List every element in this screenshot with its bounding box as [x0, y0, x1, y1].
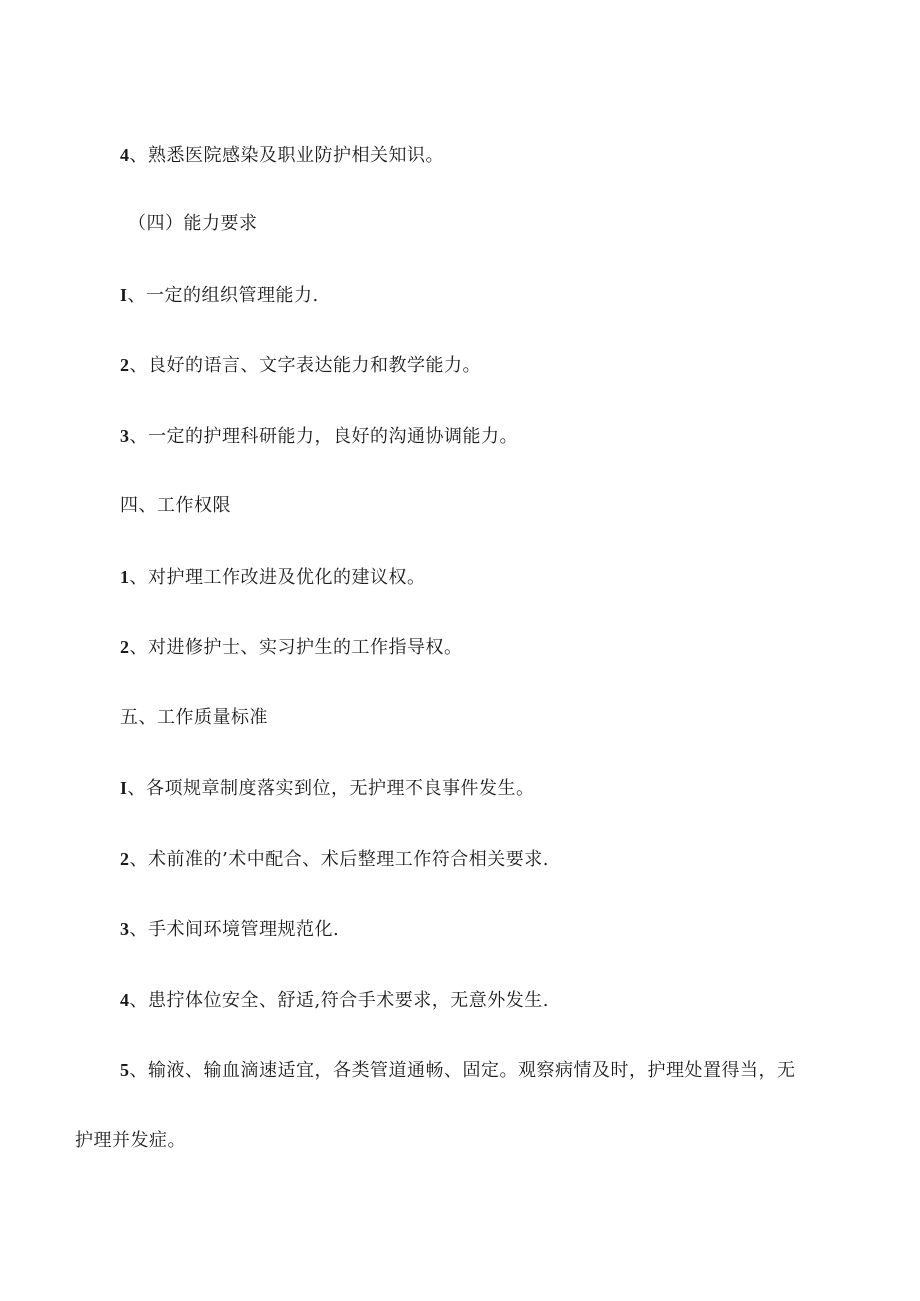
knowledge-item-4 [120, 143, 444, 168]
quality-item-2 [120, 847, 549, 872]
item-text: 、各项规章制度落实到位，无护理不良事件发生。 [127, 778, 535, 799]
heading-text: （四）能力要求 [128, 213, 258, 234]
authority-item-2 [120, 635, 463, 660]
item-number: 4 [120, 990, 130, 1010]
section-heading-quality-standards [120, 706, 268, 730]
item-text: 、熟悉医院感染及职业防护相关知识。 [129, 145, 444, 166]
ability-item-2 [120, 353, 481, 378]
ability-item-3 [120, 424, 518, 449]
item-number: I [120, 778, 128, 798]
heading-text: 四、工作权限 [120, 495, 231, 516]
quality-item-3 [120, 917, 339, 942]
item-text: 、患拧体位安全、舒适,符合手术要求，无意外发生. [129, 990, 549, 1011]
authority-item-1 [120, 565, 426, 590]
item-number: I [120, 285, 128, 305]
item-text: 、对进修护士、实习护生的工作指导权。 [129, 637, 463, 658]
section-heading-ability-requirements [128, 212, 258, 236]
heading-text: 五、工作质量标准 [120, 707, 268, 728]
item-number: 4 [120, 145, 130, 165]
item-text: 、术前准的’术中配合、术后整理工作符合相关要求. [129, 849, 549, 870]
ability-item-1 [120, 283, 319, 308]
item-number: 2 [120, 355, 130, 375]
item-number: 5 [120, 1060, 130, 1080]
item-text: 、良好的语言、文字表达能力和教学能力。 [129, 355, 481, 376]
item-number: 1 [120, 567, 130, 587]
item-number: 3 [120, 919, 130, 939]
item-text: 、输液、输血滴速适宜，各类管道通畅、固定。观察病情及时，护理处置得当，无 [129, 1060, 796, 1081]
item-number: 2 [120, 849, 130, 869]
item-text: 护理并发症。 [75, 1130, 186, 1151]
item-text: 、一定的护理科研能力，良好的沟通协调能力。 [129, 426, 518, 447]
quality-item-5 [120, 1058, 796, 1083]
item-text: 、手术间环境管理规范化. [129, 919, 340, 940]
quality-item-4 [120, 988, 549, 1013]
item-text: 、一定的组织管理能力. [127, 285, 319, 306]
section-heading-work-authority [120, 494, 231, 518]
item-text: 、对护理工作改进及优化的建议权。 [129, 567, 426, 588]
quality-item-5-continuation [75, 1129, 186, 1153]
item-number: 3 [120, 426, 130, 446]
quality-item-1 [120, 776, 535, 801]
item-number: 2 [120, 637, 130, 657]
